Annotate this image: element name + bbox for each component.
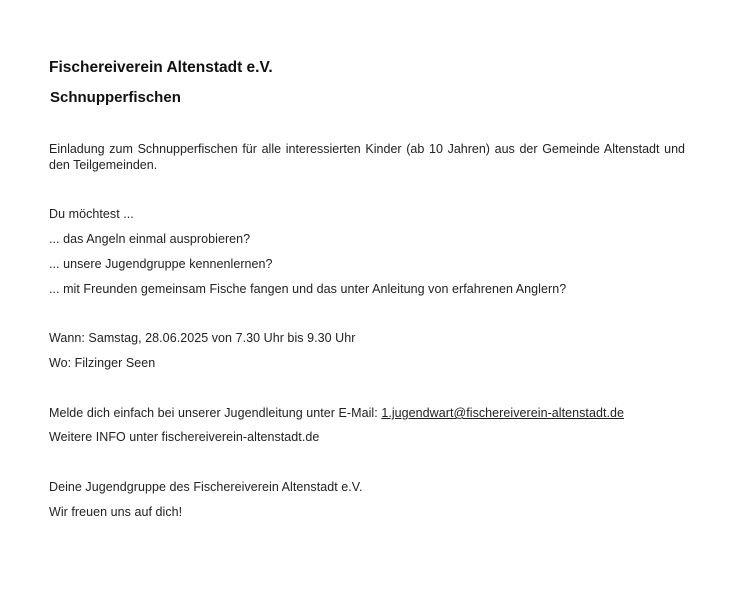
document-subtitle: Schnupperfischen [50,89,181,106]
question-lead: Du möchtest ... [49,207,134,221]
event-date-time: Wann: Samstag, 28.06.2025 von 7.30 Uhr bis 9.30 Uhr [49,331,356,345]
question-item-2: ... unsere Jugendgruppe kennenlernen? [49,257,273,271]
document-title: Fischereiverein Altenstadt e.V. [49,59,273,76]
question-item-3: ... mit Freunden gemeinsam Fische fangen und das unter Anleitung von erfahrenen Anglern? [49,282,567,296]
more-info-line: Weitere INFO unter fischereiverein-altenstadt.de [49,430,320,444]
signature-line: Deine Jugendgruppe des Fischereiverein Altenstadt e.V. [49,480,363,494]
contact-email-link[interactable]: 1.jugendwart@fischereiverein-altenstadt.de [381,406,625,420]
contact-line [49,406,624,420]
closing-line: Wir freuen uns auf dich! [49,505,183,519]
intro-paragraph: Einladung zum Schnupperfischen für alle interessierten Kinder (ab 10 Jahren) aus der Gemeinde Altenstadt und den Teilgemeinden. [49,142,685,172]
event-location: Wo: Filzinger Seen [49,356,156,370]
question-item-1: ... das Angeln einmal ausprobieren? [49,232,251,246]
contact-prefix: Melde dich einfach bei unserer Jugendleitung unter E-Mail: [49,406,382,420]
